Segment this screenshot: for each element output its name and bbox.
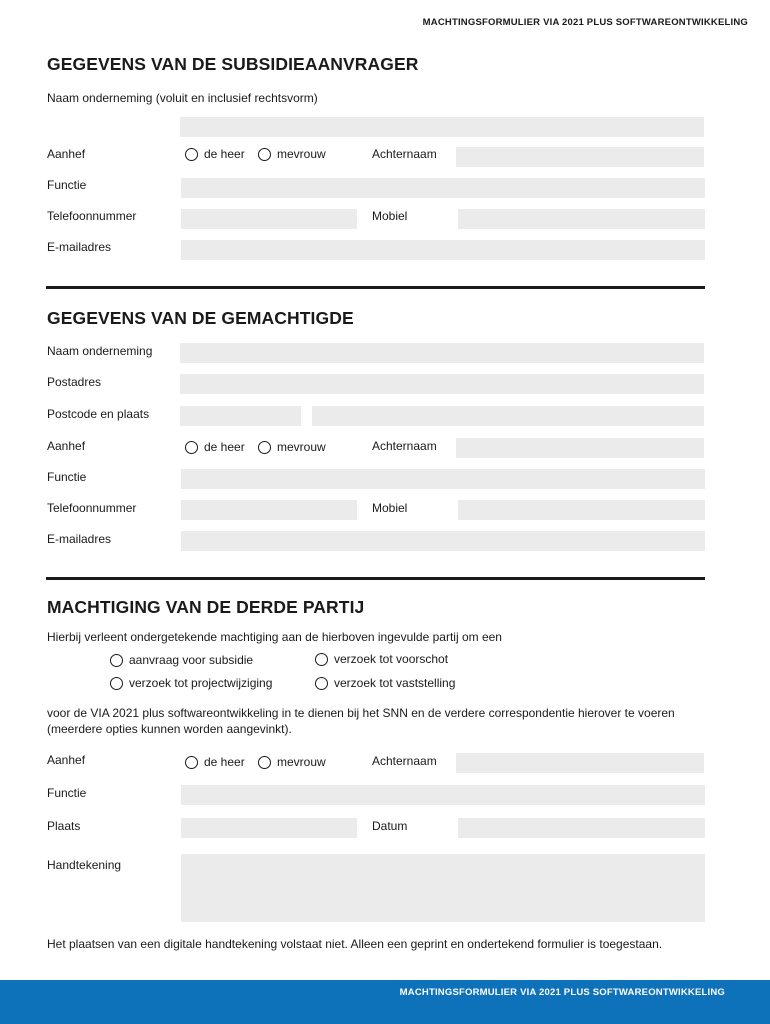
company-name-label: Naam onderneming (voluit en inclusief rechtsvorm) xyxy=(47,91,318,105)
mobile-label: Mobiel xyxy=(372,209,408,223)
authorization-body: voor de VIA 2021 plus softwareontwikkeling in te dienen bij het SNN en de verdere correspondentie hierover te voeren (meerdere opties kunnen worden aangevinkt). xyxy=(47,706,675,736)
radio-option-mrs[interactable] xyxy=(258,147,326,161)
applicant-company-field[interactable] xyxy=(180,117,704,137)
section-title-authorized: GEGEVENS VAN DE GEMACHTIGDE xyxy=(47,308,354,328)
option-advance-request[interactable] xyxy=(315,652,448,666)
phone-label: Telefoonnummer xyxy=(47,501,137,515)
authorized-postal-field[interactable] xyxy=(180,374,704,394)
signer-date-field[interactable] xyxy=(458,818,705,838)
applicant-email-field[interactable] xyxy=(181,240,705,260)
applicant-surname-field[interactable] xyxy=(456,147,704,167)
phone-label: Telefoonnummer xyxy=(47,209,137,223)
option-label: verzoek tot vaststelling xyxy=(334,676,456,690)
section-divider xyxy=(46,286,705,289)
authorized-phone-field[interactable] xyxy=(181,500,357,520)
radio-label-mrs: mevrouw xyxy=(277,147,326,161)
salutation-label: Aanhef xyxy=(47,439,86,453)
radio-label-mrs: mevrouw xyxy=(277,440,326,454)
radio-label-mr: de heer xyxy=(204,755,245,769)
signer-surname-field[interactable] xyxy=(456,753,704,773)
authorized-mobile-field[interactable] xyxy=(458,500,705,520)
applicant-mobile-field[interactable] xyxy=(458,209,705,229)
email-label: E-mailadres xyxy=(47,240,112,254)
section-title-applicant: GEGEVENS VAN DE SUBSIDIEAANVRAGER xyxy=(47,54,419,74)
authorized-email-field[interactable] xyxy=(181,531,705,551)
authorized-zip-field[interactable] xyxy=(180,406,301,426)
authorized-city-field[interactable] xyxy=(312,406,704,426)
applicant-phone-field[interactable] xyxy=(181,209,357,229)
authorized-company-field[interactable] xyxy=(180,343,704,363)
radio-button-icon[interactable] xyxy=(258,148,271,161)
mobile-label: Mobiel xyxy=(372,501,408,515)
surname-label: Achternaam xyxy=(372,147,437,161)
radio-option-mrs[interactable] xyxy=(258,440,326,454)
radio-label-mrs: mevrouw xyxy=(277,755,326,769)
radio-button-icon[interactable] xyxy=(315,677,328,690)
signer-function-field[interactable] xyxy=(181,785,705,805)
option-label: verzoek tot projectwijziging xyxy=(129,676,273,690)
zip-city-label: Postcode en plaats xyxy=(47,407,150,421)
radio-button-icon[interactable] xyxy=(185,148,198,161)
radio-button-icon[interactable] xyxy=(110,654,123,667)
page-footer xyxy=(0,980,770,1024)
footer-title: MACHTINGSFORMULIER VIA 2021 PLUS SOFTWAREONTWIKKELING xyxy=(399,987,725,998)
radio-option-mrs[interactable] xyxy=(258,755,326,769)
radio-button-icon[interactable] xyxy=(185,441,198,454)
radio-button-icon[interactable] xyxy=(258,441,271,454)
signature-note: Het plaatsen van een digitale handtekening volstaat niet. Alleen een geprint en ondertekend formulier is toegestaan. xyxy=(47,937,663,951)
function-label: Functie xyxy=(47,470,87,484)
page-header-title: MACHTINGSFORMULIER VIA 2021 PLUS SOFTWAREONTWIKKELING xyxy=(422,17,748,28)
radio-button-icon[interactable] xyxy=(110,677,123,690)
radio-label-mr: de heer xyxy=(204,147,245,161)
option-label: verzoek tot voorschot xyxy=(334,652,449,666)
radio-option-mr[interactable] xyxy=(185,440,245,454)
surname-label: Achternaam xyxy=(372,754,437,768)
signature-label: Handtekening xyxy=(47,858,122,872)
city-label: Plaats xyxy=(47,819,81,833)
authorization-intro: Hierbij verleent ondergetekende machtiging aan de hierboven ingevulde partij om een xyxy=(47,630,502,644)
company-name-label: Naam onderneming xyxy=(47,344,153,358)
postal-address-label: Postadres xyxy=(47,375,102,389)
function-label: Functie xyxy=(47,178,87,192)
signature-field[interactable] xyxy=(181,854,705,922)
authorized-surname-field[interactable] xyxy=(456,438,704,458)
authorized-function-field[interactable] xyxy=(181,469,705,489)
radio-button-icon[interactable] xyxy=(258,756,271,769)
option-settlement-request[interactable] xyxy=(315,676,455,690)
date-label: Datum xyxy=(372,819,408,833)
option-subsidy-application[interactable] xyxy=(110,653,253,667)
signer-city-field[interactable] xyxy=(181,818,357,838)
radio-button-icon[interactable] xyxy=(185,756,198,769)
radio-button-icon[interactable] xyxy=(315,653,328,666)
applicant-function-field[interactable] xyxy=(181,178,705,198)
option-project-change[interactable] xyxy=(110,676,272,690)
function-label: Functie xyxy=(47,786,87,800)
salutation-label: Aanhef xyxy=(47,147,86,161)
radio-option-mr[interactable] xyxy=(185,147,245,161)
option-label: aanvraag voor subsidie xyxy=(129,653,254,667)
radio-label-mr: de heer xyxy=(204,440,245,454)
radio-option-mr[interactable] xyxy=(185,755,245,769)
salutation-label: Aanhef xyxy=(47,753,86,767)
email-label: E-mailadres xyxy=(47,532,112,546)
section-divider xyxy=(46,577,705,580)
surname-label: Achternaam xyxy=(372,439,437,453)
section-title-authorization: MACHTIGING VAN DE DERDE PARTIJ xyxy=(47,597,365,617)
